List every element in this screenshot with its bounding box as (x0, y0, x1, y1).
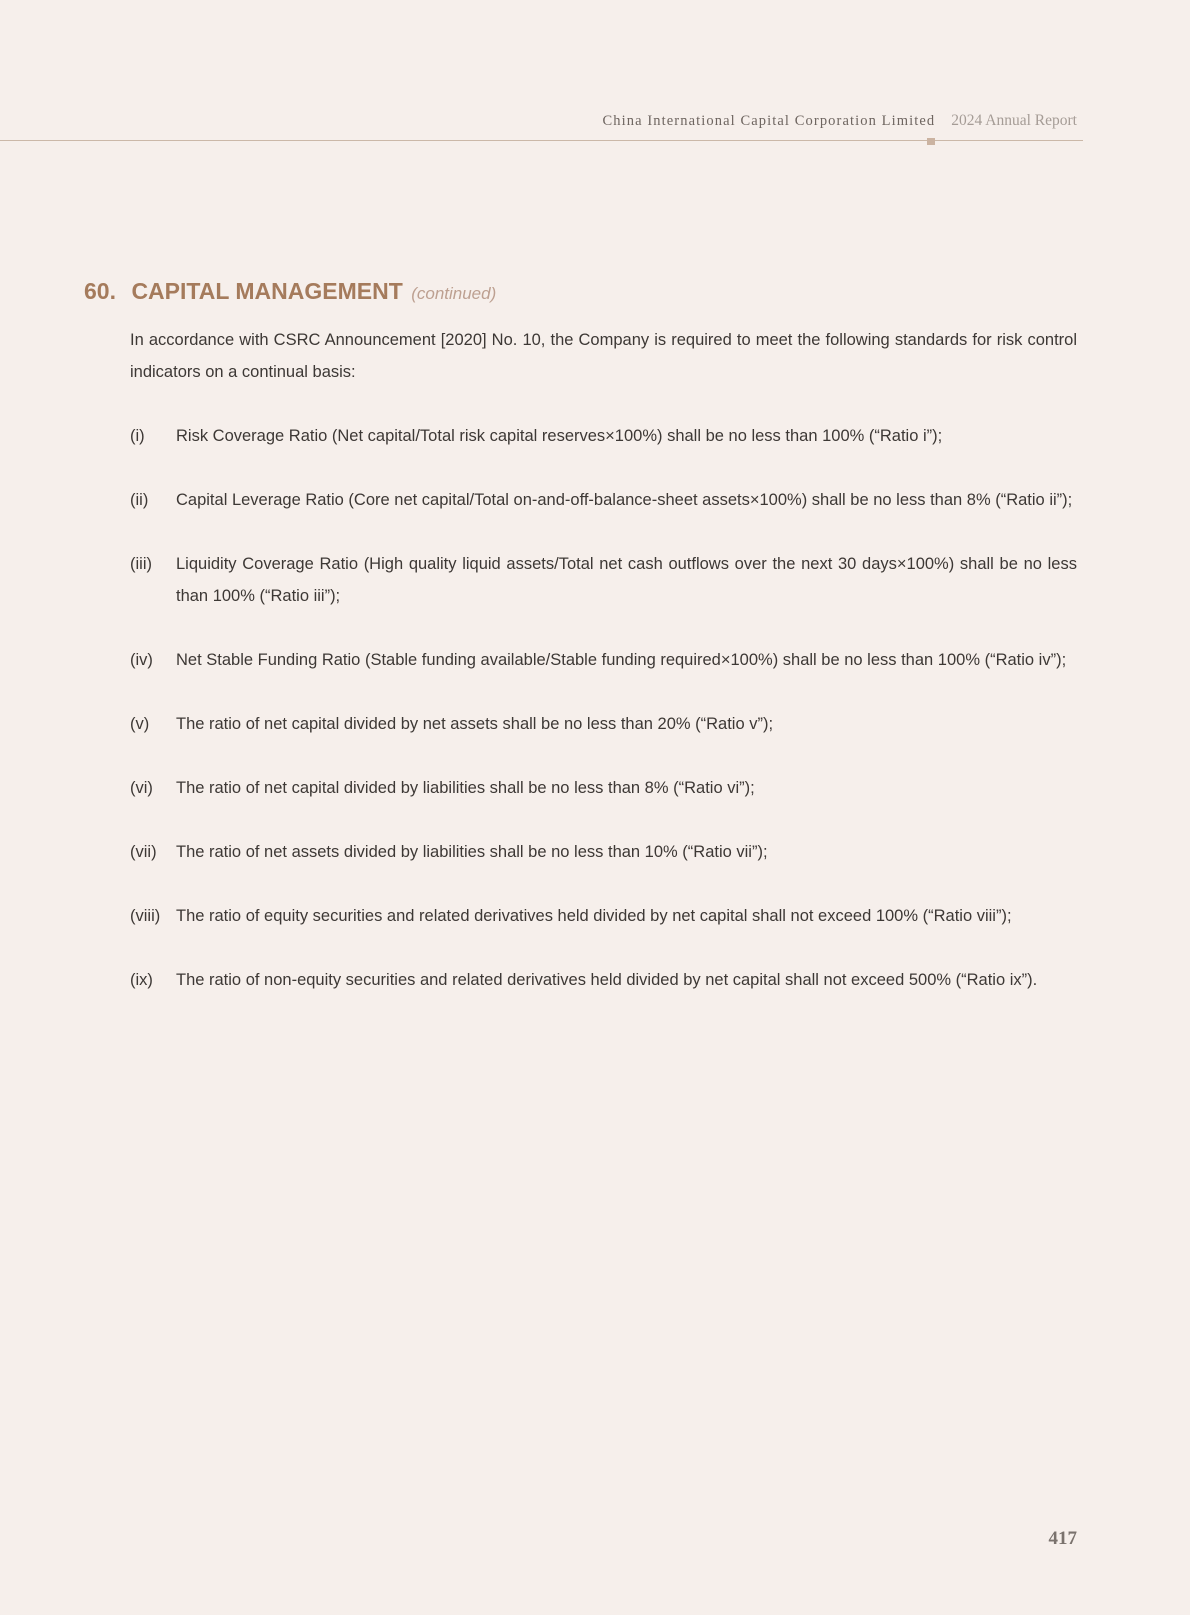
section-title: CAPITAL MANAGEMENT (131, 278, 403, 304)
item-text: The ratio of net capital divided by net assets shall be no less than 20% (“Ratio v”); (176, 715, 774, 733)
report-title: 2024 Annual Report (951, 112, 1077, 129)
header-divider (0, 140, 1083, 141)
item-number: (ii) (130, 491, 149, 509)
header-marker (927, 138, 935, 145)
list-item (130, 708, 1077, 740)
list-item (130, 772, 1077, 804)
page-number: 417 (1048, 1528, 1077, 1549)
item-text: Risk Coverage Ratio (Net capital/Total risk capital reserves×100%) shall be no less than 100% (“Ratio i”); (176, 427, 943, 445)
section-heading (84, 278, 496, 305)
item-text: Capital Leverage Ratio (Core net capital/Total on-and-off-balance-sheet assets×100%) shall be no less than 8% (“Ratio ii”); (176, 491, 1073, 509)
item-number: (iv) (130, 651, 153, 669)
item-text: The ratio of net capital divided by liabilities shall be no less than 8% (“Ratio vi”); (176, 779, 755, 797)
standards-list (130, 420, 1077, 996)
list-item (130, 484, 1077, 516)
item-number: (iii) (130, 555, 152, 573)
section-continued: (continued) (411, 284, 497, 303)
item-text: The ratio of equity securities and related derivatives held divided by net capital shall not exceed 100% (“Ratio viii”); (176, 907, 1012, 925)
list-item (130, 644, 1077, 676)
list-item (130, 836, 1077, 868)
item-number: (viii) (130, 907, 161, 925)
item-number: (ix) (130, 971, 153, 989)
list-item (130, 964, 1077, 996)
item-text: The ratio of net assets divided by liabilities shall be no less than 10% (“Ratio vii”); (176, 843, 768, 861)
section-number: 60. (84, 278, 116, 304)
intro-paragraph: In accordance with CSRC Announcement [2020] No. 10, the Company is required to meet the following standards for risk control indicators on a continual basis: (130, 331, 1077, 381)
item-text: Net Stable Funding Ratio (Stable funding available/Stable funding required×100%) shall be no less than 100% (“Ratio iv”); (176, 651, 1067, 669)
item-number: (v) (130, 715, 150, 733)
item-number: (i) (130, 427, 145, 445)
item-text: Liquidity Coverage Ratio (High quality liquid assets/Total net cash outflows over the next 30 days×100%) shall be no less than 100% (“Ratio iii”); (176, 555, 1077, 605)
list-item (130, 420, 1077, 452)
list-item (130, 900, 1077, 932)
section-body (130, 324, 1077, 996)
item-number: (vi) (130, 779, 153, 797)
list-item (130, 548, 1077, 612)
company-name: China International Capital Corporation Limited (602, 113, 936, 129)
item-number: (vii) (130, 843, 157, 861)
item-text: The ratio of non-equity securities and related derivatives held divided by net capital shall not exceed 500% (“Ratio ix”). (176, 971, 1038, 989)
page-header (603, 112, 1078, 130)
